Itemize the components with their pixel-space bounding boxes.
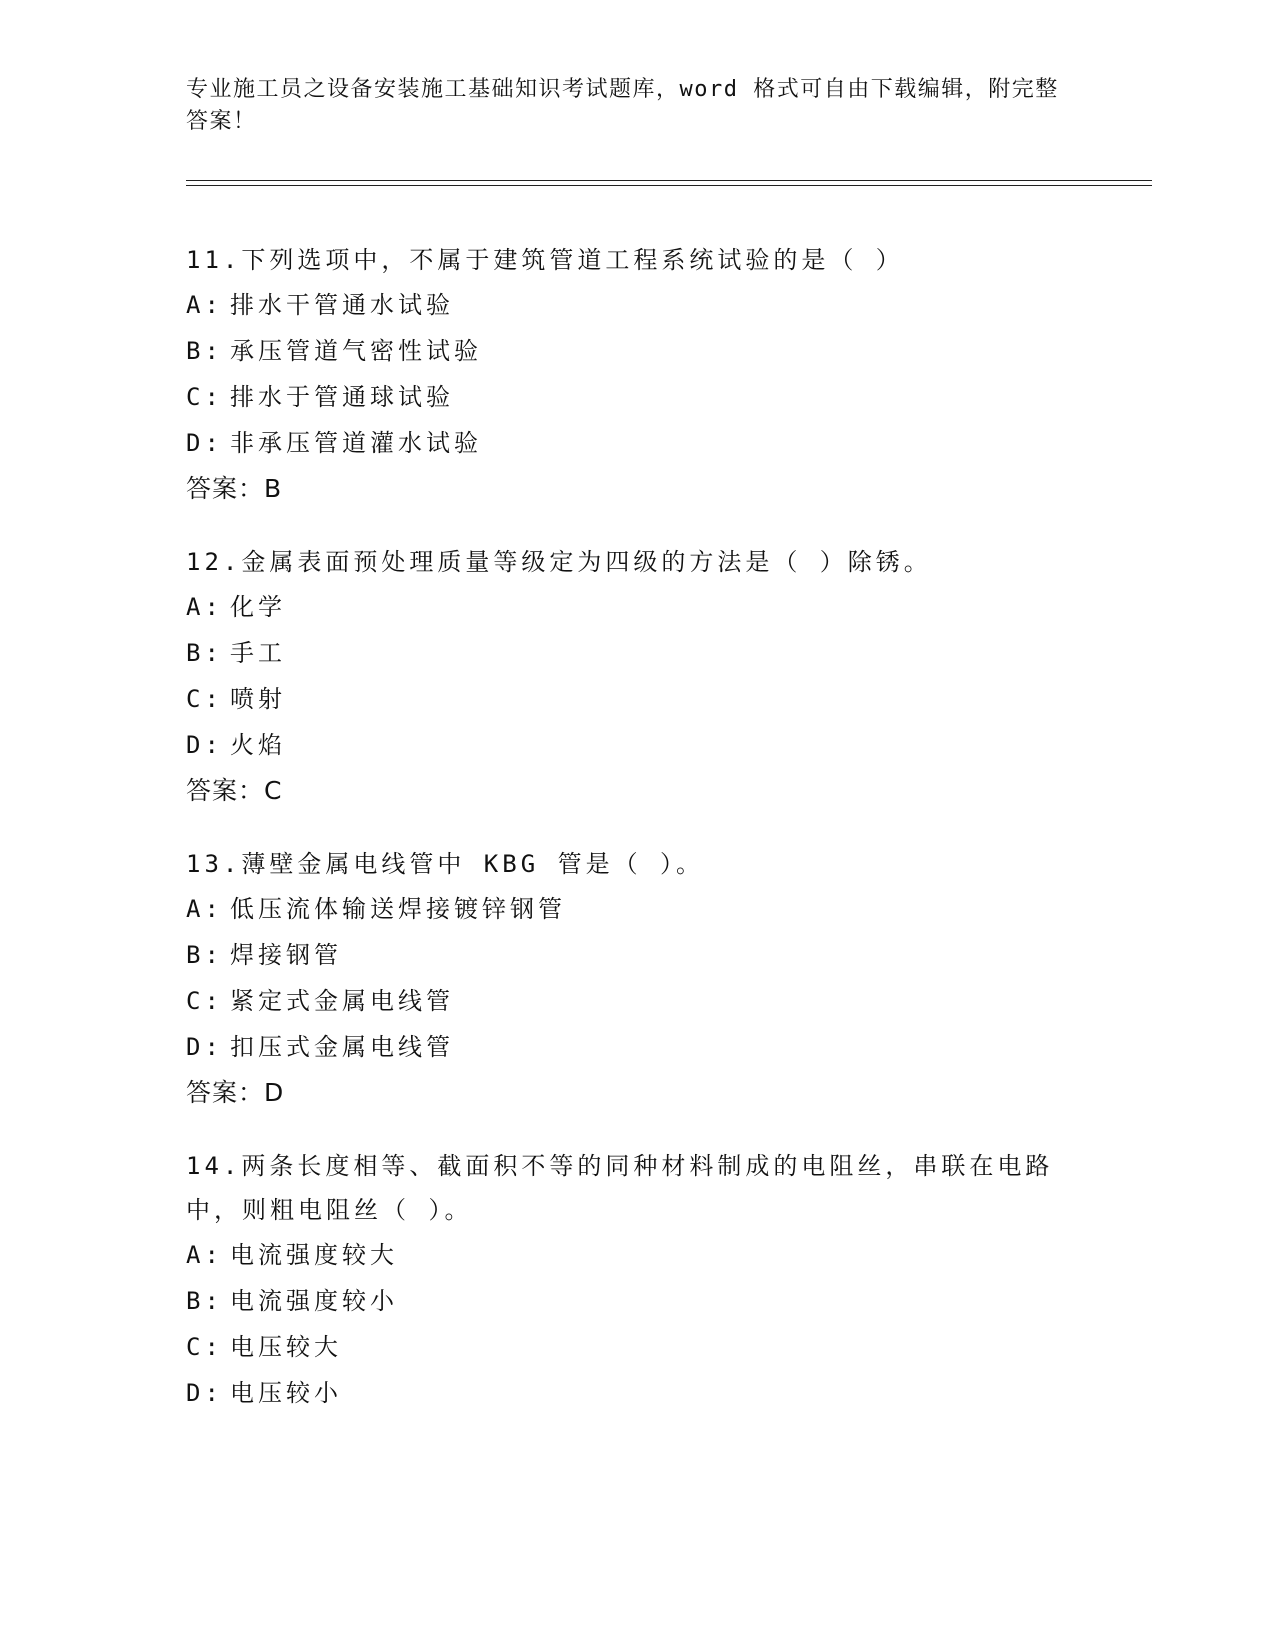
answer-line: 答案：B <box>186 474 283 503</box>
option-text: 非承压管道灌水试验 <box>230 429 482 457</box>
option-b <box>186 932 1086 978</box>
header-divider-bottom <box>186 185 1152 186</box>
option-text: 电流强度较小 <box>230 1287 398 1315</box>
option-letter: D: <box>186 1379 223 1407</box>
option-text: 化学 <box>230 593 286 621</box>
option-letter: A: <box>186 1241 223 1269</box>
question-12 <box>186 540 1086 814</box>
document-header: 专业施工员之设备安装施工基础知识考试题库，word 格式可自由下载编辑，附完整答案！ <box>186 77 1059 134</box>
option-c <box>186 1324 1086 1370</box>
option-text: 低压流体输送焊接镀锌钢管 <box>230 895 566 923</box>
option-a <box>186 584 1086 630</box>
option-text: 排水于管通球试验 <box>230 383 454 411</box>
option-d <box>186 420 1086 466</box>
question-stem: 11.下列选项中，不属于建筑管道工程系统试验的是（ ） <box>186 246 904 274</box>
option-letter: C: <box>186 987 223 1015</box>
option-letter: B: <box>186 639 223 667</box>
option-letter: D: <box>186 731 223 759</box>
option-letter: D: <box>186 429 223 457</box>
option-b <box>186 1278 1086 1324</box>
option-letter: B: <box>186 337 223 365</box>
option-a <box>186 886 1086 932</box>
option-text: 排水干管通水试验 <box>230 291 454 319</box>
option-text: 承压管道气密性试验 <box>230 337 482 365</box>
question-stem: 14.两条长度相等、截面积不等的同种材料制成的电阻丝，串联在电路中，则粗电阻丝（ ）。 <box>186 1152 1054 1224</box>
option-b <box>186 630 1086 676</box>
option-text: 电压较小 <box>230 1379 342 1407</box>
option-a <box>186 282 1086 328</box>
option-letter: B: <box>186 1287 223 1315</box>
option-letter: C: <box>186 1333 223 1361</box>
option-d <box>186 1024 1086 1070</box>
option-text: 电流强度较大 <box>230 1241 398 1269</box>
option-text: 火焰 <box>230 731 286 759</box>
option-d <box>186 1370 1086 1416</box>
option-a <box>186 1232 1086 1278</box>
option-c <box>186 374 1086 420</box>
option-text: 手工 <box>230 639 286 667</box>
option-text: 电压较大 <box>230 1333 342 1361</box>
option-c <box>186 978 1086 1024</box>
option-b <box>186 328 1086 374</box>
option-letter: A: <box>186 593 223 621</box>
question-list <box>186 238 1086 1444</box>
option-d <box>186 722 1086 768</box>
question-stem: 12.金属表面预处理质量等级定为四级的方法是（ ）除锈。 <box>186 548 932 576</box>
option-letter: C: <box>186 383 223 411</box>
option-letter: A: <box>186 895 223 923</box>
option-c <box>186 676 1086 722</box>
option-text: 喷射 <box>230 685 286 713</box>
option-text: 焊接钢管 <box>230 941 342 969</box>
question-11 <box>186 238 1086 512</box>
answer-line: 答案：C <box>186 776 283 805</box>
option-letter: B: <box>186 941 223 969</box>
question-13 <box>186 842 1086 1116</box>
option-letter: D: <box>186 1033 223 1061</box>
question-14 <box>186 1144 1086 1416</box>
option-letter: A: <box>186 291 223 319</box>
question-stem: 13.薄壁金属电线管中 KBG 管是（ ）。 <box>186 850 705 878</box>
option-text: 扣压式金属电线管 <box>230 1033 454 1061</box>
answer-line: 答案：D <box>186 1078 285 1107</box>
option-text: 紧定式金属电线管 <box>230 987 454 1015</box>
option-letter: C: <box>186 685 223 713</box>
header-divider-top <box>186 180 1152 181</box>
